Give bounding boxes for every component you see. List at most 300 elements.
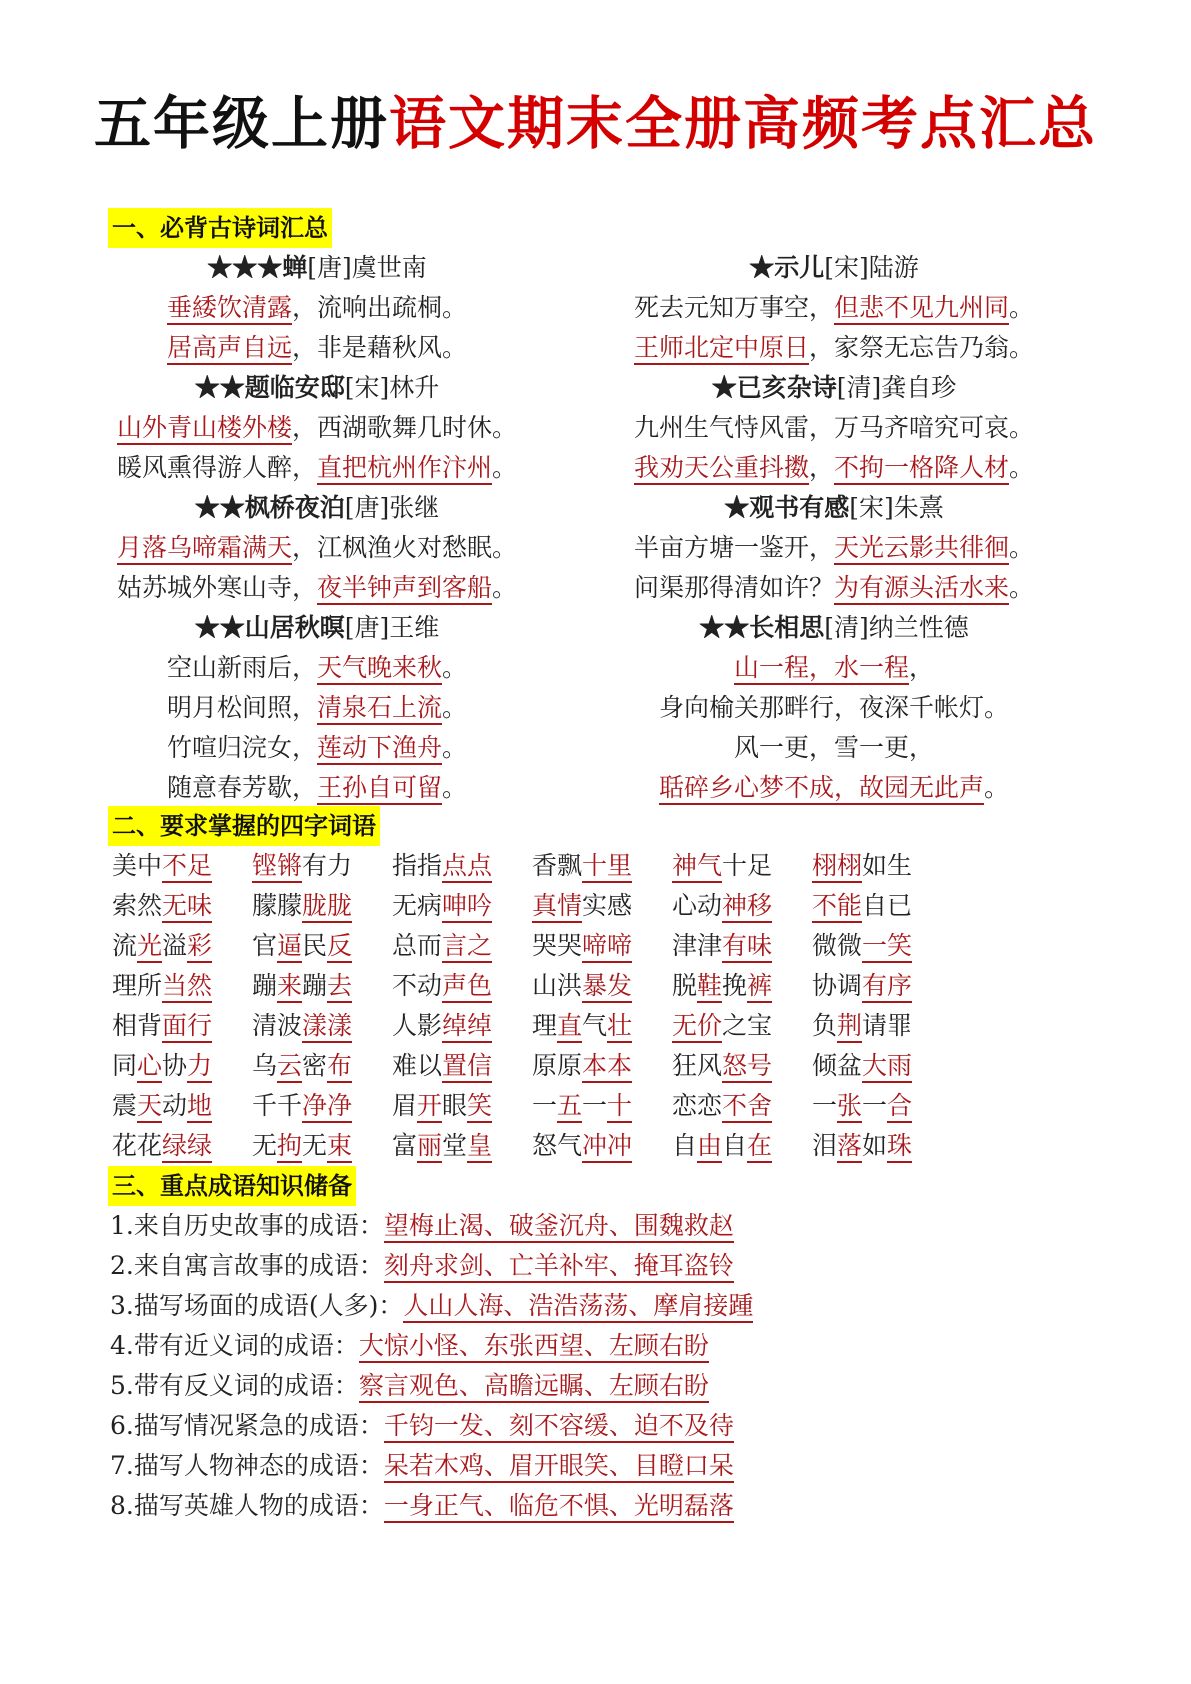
word-item	[532, 926, 672, 966]
word-char: 盆	[837, 1051, 863, 1080]
word-char: 难	[392, 1051, 418, 1080]
word-char: 人	[392, 1011, 418, 1040]
word-char: 津	[672, 931, 698, 960]
idiom-category: 6.描写情况紧急的成语：	[110, 1411, 384, 1440]
poem-author: [唐]虞世南	[307, 253, 427, 282]
word-char: 一	[532, 1091, 558, 1120]
word-char: 气	[582, 1011, 608, 1040]
word-char-highlight: 束	[327, 1131, 352, 1163]
word-char-highlight: 情	[557, 891, 582, 923]
word-grid	[112, 846, 952, 1166]
word-char-highlight: 珠	[887, 1131, 912, 1163]
word-item	[252, 926, 392, 966]
word-char-highlight: 一	[862, 931, 887, 963]
word-char-highlight: 裤	[747, 971, 772, 1003]
word-item	[672, 1086, 812, 1126]
recite-answer: 不拘一格降人材	[834, 453, 1009, 485]
word-char-highlight: 不	[722, 1091, 747, 1123]
word-item	[812, 886, 952, 926]
word-item	[532, 886, 672, 926]
word-char-highlight: 绿	[162, 1131, 187, 1163]
word-char-highlight: 暴	[582, 971, 607, 1003]
word-char-highlight: 置	[442, 1051, 467, 1083]
word-item	[112, 1126, 252, 1166]
word-char: 清	[252, 1011, 278, 1040]
recite-answer: 聒碎乡心梦不成，故园无此声	[659, 773, 984, 805]
word-char-highlight: 五	[557, 1091, 582, 1123]
recite-answer: 清泉石上流	[317, 693, 442, 725]
poem-line	[599, 568, 1069, 608]
poem-text: ，西湖歌舞几时休。	[292, 413, 518, 442]
section-heading-poems: 一、必背古诗词汇总	[108, 208, 332, 248]
word-char-highlight: 皇	[467, 1131, 492, 1163]
poem-text: 。	[492, 573, 518, 602]
poem-title-text: ★★长相思	[699, 613, 825, 642]
word-char-highlight: 荆	[837, 1011, 862, 1043]
word-item	[812, 1126, 952, 1166]
poem-text: 空山新雨后，	[166, 653, 317, 682]
word-char-highlight: 绰	[467, 1011, 492, 1043]
word-item	[252, 966, 392, 1006]
word-char-highlight: 彩	[187, 931, 212, 963]
word-item	[672, 886, 812, 926]
word-char: 背	[137, 1011, 163, 1040]
word-char: 中	[137, 851, 163, 880]
word-char: 之	[722, 1011, 748, 1040]
word-char: 气	[557, 1131, 583, 1160]
idiom-examples: 刻舟求剑、亡羊补牢、掩耳盗铃	[384, 1251, 734, 1283]
word-char-highlight: 序	[887, 971, 912, 1003]
poem-text: 问渠那得清如许？	[633, 573, 834, 602]
word-char-highlight: 不	[812, 891, 837, 923]
word-char: 波	[277, 1011, 303, 1040]
poem-line	[82, 288, 552, 328]
word-char: 罪	[887, 1011, 913, 1040]
poem-author: [清]龚自珍	[836, 373, 957, 402]
idiom-examples: 一身正气、临危不惧、光明磊落	[384, 1491, 734, 1523]
poem-line	[82, 728, 552, 768]
word-char: 原	[557, 1051, 583, 1080]
word-char-highlight: 栩	[812, 851, 837, 883]
word-char: 眼	[442, 1091, 468, 1120]
poem-line	[599, 408, 1069, 448]
word-item	[112, 886, 252, 926]
word-char: 然	[137, 891, 163, 920]
word-char: 美	[112, 851, 138, 880]
word-item	[812, 1046, 952, 1086]
word-item	[532, 1006, 672, 1046]
word-char-highlight: 云	[277, 1051, 302, 1083]
word-char-highlight: 呻	[442, 891, 467, 923]
word-char-highlight: 点	[442, 851, 467, 883]
idiom-category: 1.来自历史故事的成语：	[110, 1211, 384, 1240]
idiom-row	[110, 1446, 1010, 1486]
idiom-examples: 千钧一发、刻不容缓、迫不及待	[384, 1411, 734, 1443]
word-char-highlight: 啼	[582, 931, 607, 963]
word-char-highlight: 怒	[722, 1051, 747, 1083]
word-char-highlight: 里	[607, 851, 632, 883]
idiom-row	[110, 1366, 1010, 1406]
word-char-highlight: 去	[327, 971, 352, 1003]
word-char: 足	[747, 851, 773, 880]
word-char-highlight: 漾	[302, 1011, 327, 1043]
word-char: 自	[862, 891, 888, 920]
word-item	[252, 1006, 392, 1046]
word-item	[392, 1046, 532, 1086]
word-char-highlight: 当	[162, 971, 187, 1003]
idiom-category: 3.描写场面的成语(人多)：	[110, 1291, 404, 1320]
word-char-highlight: 合	[887, 1091, 912, 1123]
poem-column-left	[82, 248, 552, 808]
word-char-highlight: 大	[862, 1051, 887, 1083]
word-char: 总	[392, 931, 418, 960]
idiom-row	[110, 1246, 1010, 1286]
word-char-highlight: 在	[747, 1131, 772, 1163]
word-item	[812, 1006, 952, 1046]
word-char: 指	[417, 851, 443, 880]
word-item	[672, 1006, 812, 1046]
idiom-examples: 察言观色、高瞻远瞩、左顾右盼	[359, 1371, 709, 1403]
word-char: 理	[532, 1011, 558, 1040]
word-char-highlight: 真	[532, 891, 557, 923]
word-char: 如	[862, 851, 888, 880]
poem-line	[82, 688, 552, 728]
word-char-highlight: 壮	[607, 1011, 632, 1043]
word-char: 无	[392, 891, 418, 920]
word-char-highlight: 味	[747, 931, 772, 963]
word-char: 一	[582, 1091, 608, 1120]
word-char-highlight: 吟	[467, 891, 492, 923]
poem-title	[599, 248, 1069, 288]
word-char: 微	[812, 931, 838, 960]
word-char: 力	[327, 851, 353, 880]
poem-author: [宋]朱熹	[849, 493, 944, 522]
word-char-highlight: 笑	[887, 931, 912, 963]
word-char: 如	[862, 1131, 888, 1160]
word-char-highlight: 色	[467, 971, 492, 1003]
word-char: 微	[837, 931, 863, 960]
word-char-highlight: 啼	[607, 931, 632, 963]
poem-text: 。	[1009, 293, 1035, 322]
poem-text: 。	[984, 773, 1010, 802]
word-char-highlight: 来	[277, 971, 302, 1003]
word-char: 震	[112, 1091, 138, 1120]
word-char-highlight: 声	[442, 971, 467, 1003]
word-char: 动	[162, 1091, 188, 1120]
section-heading-words: 二、要求掌握的四字词语	[108, 806, 380, 846]
word-item	[812, 846, 952, 886]
word-char-highlight: 锵	[277, 851, 302, 883]
word-char-highlight: 笑	[467, 1091, 492, 1123]
word-char-highlight: 之	[467, 931, 492, 963]
word-char: 所	[137, 971, 163, 1000]
word-char: 风	[697, 1051, 723, 1080]
word-char: 已	[887, 891, 913, 920]
word-char: 请	[862, 1011, 888, 1040]
word-char-highlight: 面	[162, 1011, 187, 1043]
recite-answer: 天气晚来秋	[317, 653, 442, 685]
word-char: 无	[302, 1131, 328, 1160]
word-item	[112, 1046, 252, 1086]
idiom-row	[110, 1326, 1010, 1366]
poem-title-text: ★★★蝉	[207, 253, 308, 282]
poem-text: 身向榆关那畔行，夜深千帐灯。	[658, 693, 1009, 722]
poem-text: 姑苏城外寒山寺，	[116, 573, 317, 602]
word-char-highlight: 栩	[837, 851, 862, 883]
word-char: 官	[252, 931, 278, 960]
word-char: 调	[837, 971, 863, 1000]
word-item	[112, 966, 252, 1006]
word-char-highlight: 光	[137, 931, 162, 963]
word-char-highlight: 丽	[417, 1131, 442, 1163]
recite-answer: 山外青山楼外楼	[117, 413, 292, 445]
poem-line	[82, 528, 552, 568]
word-item	[672, 966, 812, 1006]
word-char: 协	[812, 971, 838, 1000]
word-item	[392, 1126, 532, 1166]
word-char: 实	[582, 891, 608, 920]
recite-answer: 为有源头活水来	[834, 573, 1009, 605]
poem-text: 。	[442, 693, 468, 722]
word-char: 理	[112, 971, 138, 1000]
word-char: 蹦	[252, 971, 278, 1000]
word-char: 恋	[697, 1091, 723, 1120]
word-char: 影	[417, 1011, 443, 1040]
word-char: 堂	[442, 1131, 468, 1160]
idiom-category: 2.来自寓言故事的成语：	[110, 1251, 384, 1280]
word-char: 泪	[812, 1131, 838, 1160]
word-char-highlight: 神	[722, 891, 747, 923]
poem-title	[82, 488, 552, 528]
poem-author: [唐]王维	[344, 613, 440, 642]
poem-title-text: ★★题临安邸	[194, 373, 345, 402]
word-item	[532, 846, 672, 886]
title-subject: 语文期末全册高频考点汇总	[389, 91, 1097, 157]
poem-line	[599, 688, 1069, 728]
poem-author: [宋]陆游	[824, 253, 919, 282]
word-char-highlight: 不	[162, 851, 187, 883]
word-char-highlight: 气	[697, 851, 722, 883]
word-char: 香	[532, 851, 558, 880]
poem-line	[82, 408, 552, 448]
idiom-examples: 人山人海、浩浩荡荡、摩肩接踵	[403, 1291, 753, 1323]
recite-answer: 直把杭州作汴州	[317, 453, 492, 485]
word-char-highlight: 舍	[747, 1091, 772, 1123]
word-char: 花	[137, 1131, 163, 1160]
poem-text: 明月松间照，	[166, 693, 317, 722]
word-item	[392, 886, 532, 926]
word-item	[812, 1086, 952, 1126]
word-char-highlight: 无	[672, 1011, 697, 1043]
word-char-highlight: 发	[607, 971, 632, 1003]
poem-text: 竹喧归浣女，	[166, 733, 317, 762]
word-char-highlight: 落	[837, 1131, 862, 1163]
word-char: 山	[532, 971, 558, 1000]
section-heading-idioms: 三、重点成语知识储备	[108, 1166, 356, 1206]
word-char-highlight: 有	[862, 971, 887, 1003]
word-char-highlight: 张	[837, 1091, 862, 1123]
idiom-list	[110, 1206, 1010, 1526]
word-char-highlight: 心	[137, 1051, 162, 1083]
poem-title-text: ★★枫桥夜泊	[194, 493, 345, 522]
word-char-highlight: 铿	[252, 851, 277, 883]
word-char-highlight: 天	[137, 1091, 162, 1123]
recite-answer: 莲动下渔舟	[317, 733, 442, 765]
word-char-highlight: 冲	[607, 1131, 632, 1163]
word-char-highlight: 鞋	[697, 971, 722, 1003]
word-char: 一	[862, 1091, 888, 1120]
word-char: 花	[112, 1131, 138, 1160]
poem-title	[82, 248, 552, 288]
poem-author: [清]纳兰性德	[824, 613, 969, 642]
word-char-highlight: 味	[187, 891, 212, 923]
word-char-highlight: 漾	[327, 1011, 352, 1043]
word-item	[392, 846, 532, 886]
word-item	[392, 1086, 532, 1126]
word-char-highlight: 有	[722, 931, 747, 963]
idiom-category: 5.带有反义词的成语：	[110, 1371, 359, 1400]
word-char: 相	[112, 1011, 138, 1040]
poem-line	[599, 528, 1069, 568]
poem-title	[599, 488, 1069, 528]
word-item	[532, 966, 672, 1006]
idiom-category: 7.描写人物神态的成语：	[110, 1451, 384, 1480]
word-item	[532, 1086, 672, 1126]
word-char: 无	[252, 1131, 278, 1160]
word-char: 溢	[162, 931, 188, 960]
idiom-category: 4.带有近义词的成语：	[110, 1331, 359, 1360]
word-item	[252, 886, 392, 926]
poem-line	[599, 728, 1069, 768]
recite-answer: 夜半钟声到客船	[317, 573, 492, 605]
poem-text: 随意春芳歇，	[166, 773, 317, 802]
word-char: 动	[417, 971, 443, 1000]
poem-line	[82, 448, 552, 488]
word-char: 恋	[672, 1091, 698, 1120]
word-char: 千	[277, 1091, 303, 1120]
poem-title-text: ★★山居秋暝	[194, 613, 345, 642]
word-char-highlight: 开	[417, 1091, 442, 1123]
poem-title	[82, 368, 552, 408]
recite-answer: 月落乌啼霜满天	[117, 533, 292, 565]
word-item	[392, 1006, 532, 1046]
poem-text: 暖风熏得游人醉，	[116, 453, 317, 482]
word-char: 同	[112, 1051, 138, 1080]
word-char-highlight: 号	[747, 1051, 772, 1083]
word-item	[112, 926, 252, 966]
word-item	[532, 1046, 672, 1086]
poem-line	[599, 648, 1069, 688]
word-char-highlight: 反	[327, 931, 352, 963]
poem-text: 。	[1009, 453, 1035, 482]
idiom-examples: 呆若木鸡、眉开眼笑、目瞪口呆	[384, 1451, 734, 1483]
recite-answer: 但悲不见九州同	[834, 293, 1009, 325]
poem-text: 。	[1009, 533, 1035, 562]
word-item	[112, 846, 252, 886]
word-char-highlight: 本	[607, 1051, 632, 1083]
word-char: 有	[302, 851, 328, 880]
poem-text: 风一更，雪一更，	[733, 733, 934, 762]
word-char: 不	[392, 971, 418, 1000]
recite-answer: 居高声自远	[167, 333, 292, 365]
word-char-highlight: 绿	[187, 1131, 212, 1163]
word-char-highlight: 能	[837, 891, 862, 923]
idiom-examples: 大惊小怪、东张西望、左顾右盼	[359, 1331, 709, 1363]
poem-author: [唐]张继	[344, 493, 440, 522]
word-item	[532, 1126, 672, 1166]
poem-line	[599, 328, 1069, 368]
word-char: 乌	[252, 1051, 278, 1080]
word-char: 指	[392, 851, 418, 880]
poem-text: 。	[442, 733, 468, 762]
word-item	[252, 1086, 392, 1126]
recite-answer: 天光云影共徘徊	[834, 533, 1009, 565]
word-char-highlight: 地	[187, 1091, 212, 1123]
word-char-highlight: 布	[327, 1051, 352, 1083]
word-char: 津	[697, 931, 723, 960]
word-char: 索	[112, 891, 138, 920]
word-char: 十	[722, 851, 748, 880]
word-char-highlight: 行	[187, 1011, 212, 1043]
word-char-highlight: 价	[697, 1011, 722, 1043]
idiom-row	[110, 1406, 1010, 1446]
idiom-row	[110, 1286, 1010, 1326]
word-char: 富	[392, 1131, 418, 1160]
word-char-highlight: 力	[187, 1051, 212, 1083]
word-char: 飘	[557, 851, 583, 880]
poem-line	[599, 448, 1069, 488]
word-item	[812, 926, 952, 966]
word-char-highlight: 雨	[887, 1051, 912, 1083]
word-char: 自	[722, 1131, 748, 1160]
word-char: 密	[302, 1051, 328, 1080]
poem-title	[599, 608, 1069, 648]
poem-line	[82, 648, 552, 688]
word-char: 蹦	[302, 971, 328, 1000]
word-item	[112, 1086, 252, 1126]
word-char-highlight: 胧	[302, 891, 327, 923]
word-char-highlight: 直	[557, 1011, 582, 1043]
poem-line	[82, 768, 552, 808]
poem-text: ，	[909, 653, 935, 682]
word-char: 哭	[557, 931, 583, 960]
word-char: 负	[812, 1011, 838, 1040]
recite-answer: 王师北定中原日	[634, 333, 809, 365]
word-char: 挽	[722, 971, 748, 1000]
recite-answer: 王孙自可留	[317, 773, 442, 805]
word-char-highlight: 然	[187, 971, 212, 1003]
recite-answer: 山一程，水一程	[734, 653, 909, 685]
word-char: 动	[697, 891, 723, 920]
poem-author: [宋]林升	[344, 373, 440, 402]
word-char-highlight: 言	[442, 931, 467, 963]
poem-title	[82, 608, 552, 648]
page-title	[0, 78, 1191, 160]
poem-text: 。	[492, 453, 518, 482]
poem-title-text: ★示儿	[749, 253, 825, 282]
word-item	[672, 1126, 812, 1166]
poem-text: 九州生气恃风雷，万马齐喑究可哀。	[633, 413, 1034, 442]
word-item	[672, 926, 812, 966]
word-char-highlight: 移	[747, 891, 772, 923]
word-char: 脱	[672, 971, 698, 1000]
word-char: 原	[532, 1051, 558, 1080]
word-item	[672, 1046, 812, 1086]
word-item	[112, 1006, 252, 1046]
word-char: 朦	[277, 891, 303, 920]
idiom-category: 8.描写英雄人物的成语：	[110, 1491, 384, 1520]
word-char: 以	[417, 1051, 443, 1080]
